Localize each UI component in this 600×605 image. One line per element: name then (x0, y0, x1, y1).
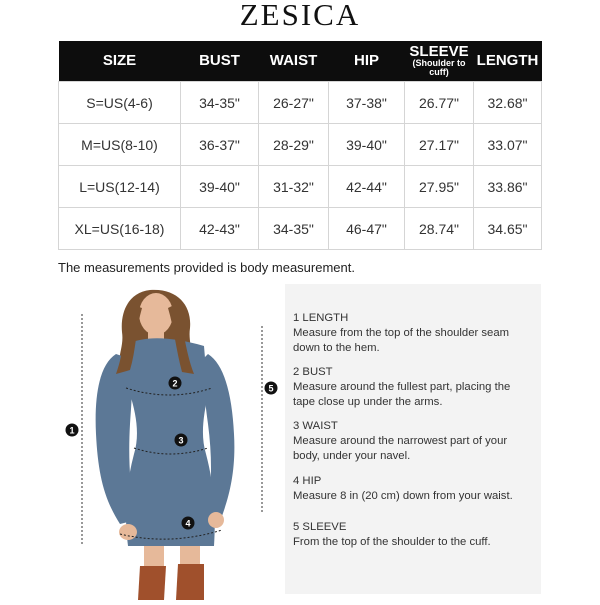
guide-desc: Measure 8 in (20 cm) down from your waist. (293, 490, 513, 502)
table-row (59, 82, 542, 124)
cell-bust: 36-37" (181, 124, 259, 166)
cell-size: XL=US(16-18) (59, 208, 181, 250)
cell-length: 34.65" (474, 208, 542, 250)
guide-item-hip (293, 474, 533, 504)
cell-length: 33.07" (474, 124, 542, 166)
guide-desc: Measure from the top of the shoulder seam down to the hem. (293, 327, 510, 354)
cell-sleeve: 27.95" (405, 166, 474, 208)
guide-title: 5 SLEEVE (293, 521, 347, 533)
cell-waist: 34-35" (259, 208, 329, 250)
cell-waist: 26-27" (259, 82, 329, 124)
guide-title: 2 BUST (293, 366, 333, 378)
size-chart-header-row (59, 41, 542, 82)
cell-length: 33.86" (474, 166, 542, 208)
guide-title: 4 HIP (293, 475, 322, 487)
marker-5 (265, 382, 278, 395)
guide-desc: From the top of the shoulder to the cuff. (293, 536, 491, 548)
marker-4 (182, 517, 195, 530)
header-sleeve-sub: (Shoulder to cuff) (412, 58, 466, 77)
model-figure (58, 284, 280, 600)
guide-desc: Measure around the fullest part, placing the tape close up under the arms. (293, 381, 511, 408)
right-hand-shape (208, 512, 224, 528)
cell-size: S=US(4-6) (59, 82, 181, 124)
marker-2 (169, 377, 182, 390)
svg-text:3: 3 (178, 435, 184, 446)
svg-text:1: 1 (69, 425, 75, 436)
cell-bust: 39-40" (181, 166, 259, 208)
cell-size: M=US(8-10) (59, 124, 181, 166)
guide-title: 3 WAIST (293, 420, 338, 432)
table-row (59, 208, 542, 250)
model-illustration (58, 284, 280, 600)
cell-size: L=US(12-14) (59, 166, 181, 208)
cell-sleeve: 26.77" (405, 82, 474, 124)
dress-shape (126, 338, 215, 546)
svg-text:4: 4 (185, 518, 191, 529)
guide-item-length (293, 311, 533, 356)
header-length: LENGTH (474, 41, 542, 82)
header-waist: WAIST (259, 41, 329, 82)
cell-sleeve: 27.17" (405, 124, 474, 166)
cell-hip: 39-40" (329, 124, 405, 166)
cell-bust: 42-43" (181, 208, 259, 250)
size-chart-table (58, 41, 542, 250)
guide-item-waist (293, 419, 533, 464)
brand-logo: ZESICA (239, 0, 361, 32)
guide-item-sleeve (293, 520, 533, 550)
measurement-note: The measurements provided is body measurement. (58, 260, 355, 275)
header-size: SIZE (59, 41, 181, 82)
cell-length: 32.68" (474, 82, 542, 124)
guide-item-bust (293, 365, 533, 410)
svg-text:5: 5 (268, 383, 274, 394)
left-boot-shape (138, 566, 166, 600)
svg-text:2: 2 (172, 378, 178, 389)
cell-sleeve: 28.74" (405, 208, 474, 250)
cell-hip: 37-38" (329, 82, 405, 124)
measurement-guide-panel (285, 284, 541, 594)
cell-bust: 34-35" (181, 82, 259, 124)
header-bust: BUST (181, 41, 259, 82)
right-boot-shape (176, 564, 204, 600)
marker-3 (175, 434, 188, 447)
cell-waist: 31-32" (259, 166, 329, 208)
cell-hip: 46-47" (329, 208, 405, 250)
table-row (59, 166, 542, 208)
guide-desc: Measure around the narrowest part of your body, under your navel. (293, 435, 508, 462)
marker-1 (66, 424, 79, 437)
header-hip: HIP (329, 41, 405, 82)
cell-hip: 42-44" (329, 166, 405, 208)
cell-waist: 28-29" (259, 124, 329, 166)
guide-title: 1 LENGTH (293, 312, 349, 324)
header-sleeve: SLEEVE (Shoulder to cuff) (405, 41, 474, 82)
left-hand-shape (119, 524, 137, 540)
table-row (59, 124, 542, 166)
